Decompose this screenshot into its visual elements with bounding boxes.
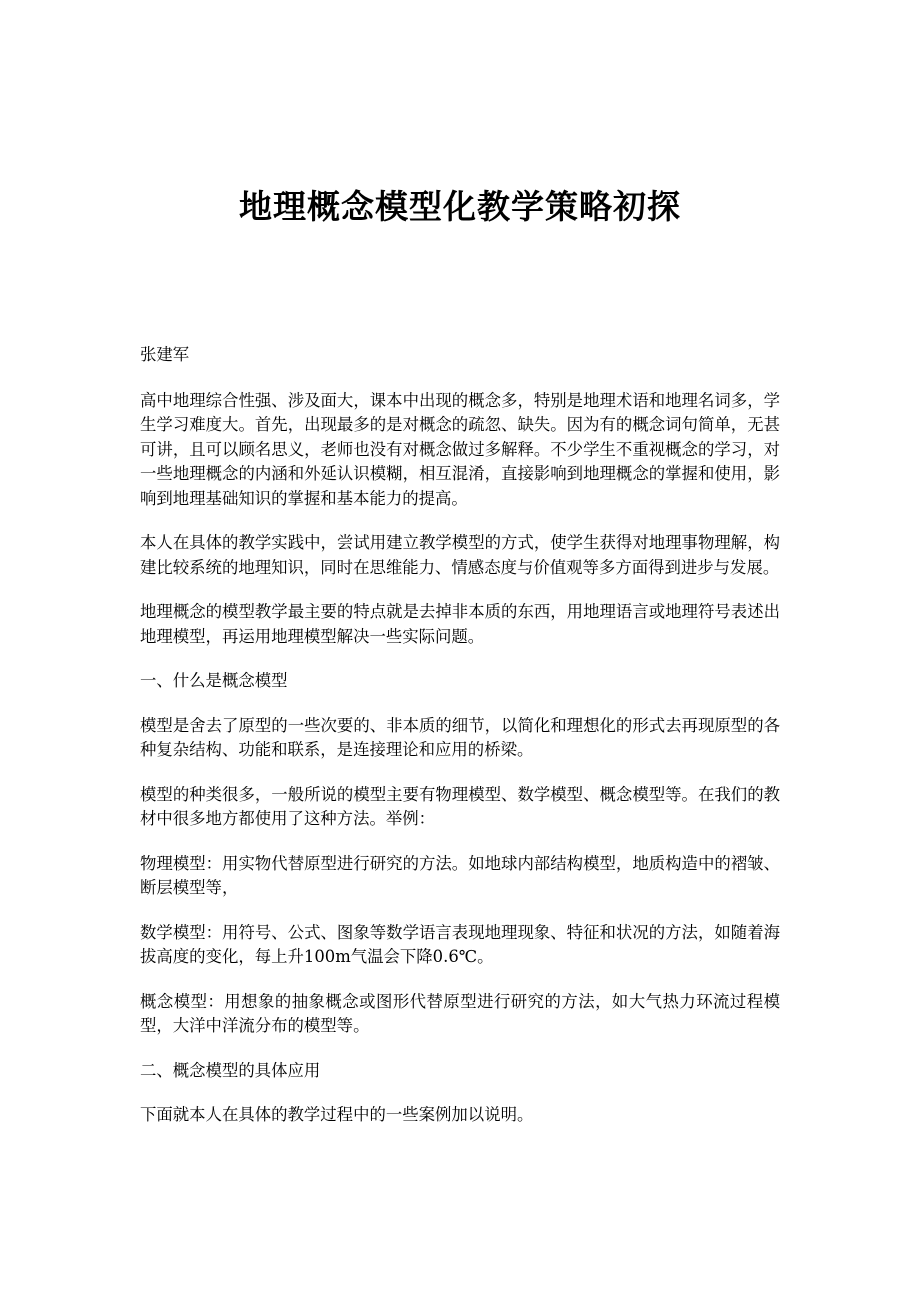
author-name: 张建军 [140, 345, 190, 364]
document-title: 地理概念模型化教学策略初探 [239, 187, 681, 226]
paragraph-cases: 下面就本人在具体的教学过程中的一些案例加以说明。 [140, 1105, 534, 1124]
section-heading-1: 一、什么是概念模型 [140, 671, 288, 690]
paragraph-physical-model: 物理模型：用实物代替原型进行研究的方法。如地球内部结构模型，地质构造中的褶皱、断层模型等， [140, 853, 780, 897]
paragraph-math-model: 数学模型：用符号、公式、图象等数学语言表现地理现象、特征和状况的方法，如随着海拔高度的变化，每上升100m气温会下降0.6℃。 [140, 922, 780, 966]
paragraph-concept-model: 概念模型：用想象的抽象概念或图形代替原型进行研究的方法，如大气热力环流过程模型，大洋中洋流分布的模型等。 [140, 991, 780, 1035]
document-body [140, 343, 780, 1148]
paragraph-features: 地理概念的模型教学最主要的特点就是去掉非本质的东西，用地理语言或地理符号表述出地理模型，再运用地理模型解决一些实际问题。 [140, 602, 780, 646]
paragraph-model-types: 模型的种类很多，一般所说的模型主要有物理模型、数学模型、概念模型等。在我们的教材中很多地方都使用了这种方法。举例： [140, 784, 780, 828]
paragraph-model-definition: 模型是舍去了原型的一些次要的、非本质的细节，以简化和理想化的形式去再现原型的各种复杂结构、功能和联系，是连接理论和应用的桥梁。 [140, 715, 780, 759]
paragraph-practice: 本人在具体的教学实践中，尝试用建立教学模型的方式，使学生获得对地理事物理解，构建比较系统的地理知识，同时在思维能力、情感态度与价值观等多方面得到进步与发展。 [140, 533, 780, 577]
section-heading-2: 二、概念模型的具体应用 [140, 1060, 321, 1080]
paragraph-intro: 高中地理综合性强、涉及面大，课本中出现的概念多，特别是地理术语和地理名词多，学生学习难度大。首先，出现最多的是对概念的疏忽、缺失。因为有的概念词句简单，无甚可讲，且可以顾名思义，老师也没有对概念做过多解释。不少学生不重视概念的学习，对一些地理概念的内涵和外延认识模糊，相互混淆，直接影响到地理概念的掌握和使用，影响到地理基础知识的掌握和基本能力的提高。 [140, 390, 780, 508]
